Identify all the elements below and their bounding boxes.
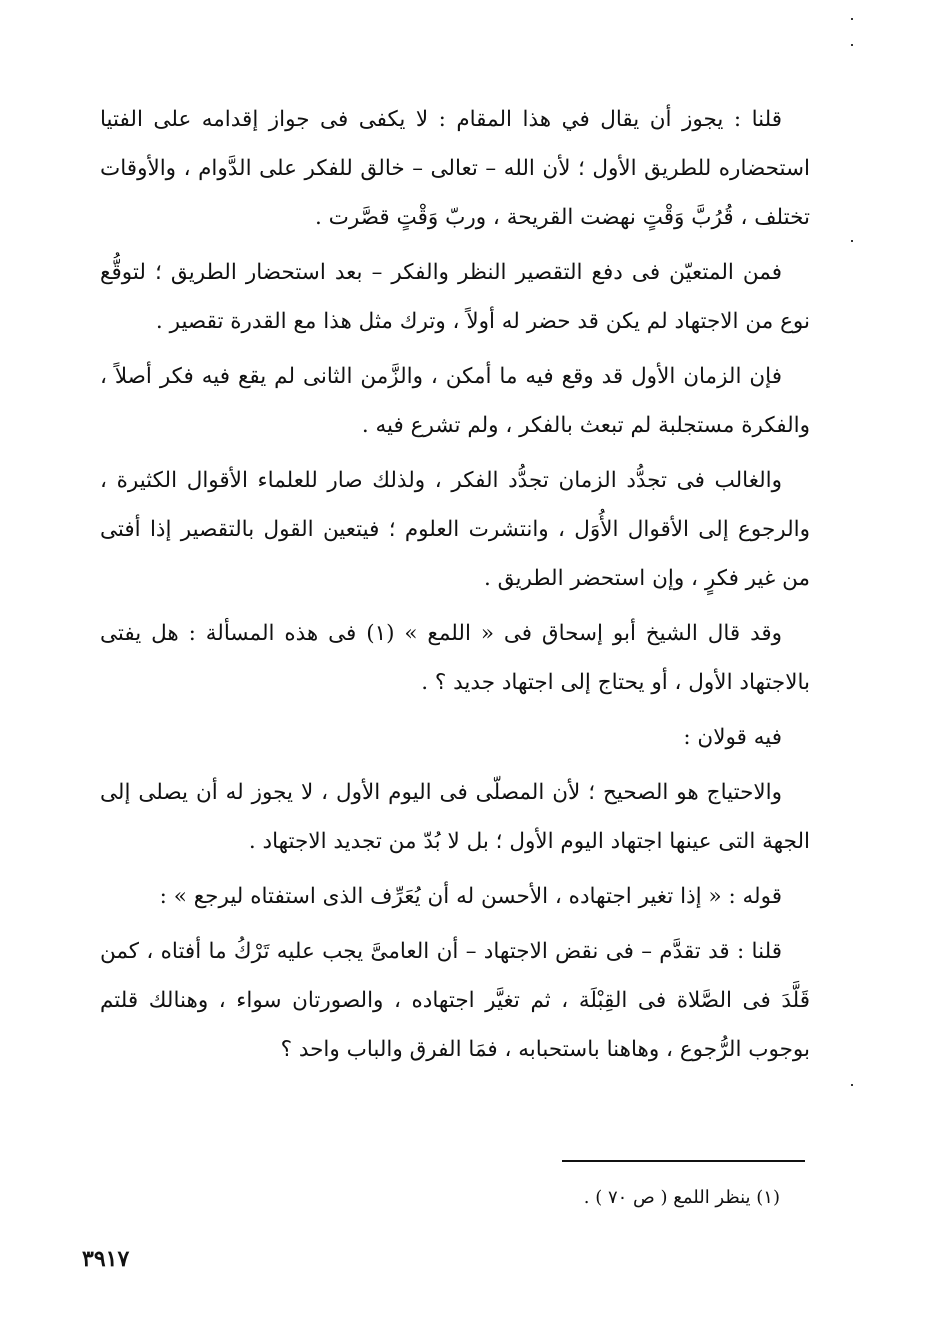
scan-speck — [851, 240, 853, 242]
paragraph: فمن المتعيّن فى دفع التقصير النظر والفكر – بعد استحضار الطريق ؛ لتوقُّع نوع من الاجتهاد لم يكن قد حضر له أولاً ، وترك مثل هذا مع القدرة تقصير . — [100, 260, 810, 334]
footnote: (١) ينظر اللمع ( ص ٧٠ ) . — [583, 1187, 780, 1208]
paragraph: قلنا : قد تقدَّم – فى نقض الاجتهاد – أن العامىَّ يجب عليه تَرْكُ ما أفتاه ، كمن قَلَّدَ فى الصَّلاة فى القِبْلَة ، ثم تغيَّر اجتهاده ، والصورتان سواء ، وهنالك قلتم بوجوب الرُّجوع ، وهاهنا باستحبابه ، فمَا الفرق والباب واحد ؟ — [100, 939, 810, 1062]
paragraph: وقد قال الشيخ أبو إسحاق فى « اللمع » (١) فى هذه المسألة : هل يفتى بالاجتهاد الأول ، أو يحتاج إلى اجتهاد جديد ؟ . — [100, 621, 810, 695]
scan-speck — [851, 1084, 853, 1086]
paragraph: والاحتياج هو الصحيح ؛ لأن المصلّى فى اليوم الأول ، لا يجوز له أن يصلى إلى الجهة التى عينها اجتهاد اليوم الأول ؛ بل لا بُدّ من تجديد الاجتهاد . — [100, 780, 810, 854]
paragraph: والغالب فى تجدُّد الزمان تجدُّد الفكر ، ولذلك صار للعلماء الأقوال الكثيرة ، والرجوع إلى الأقوال الأُوَل ، وانتشرت العلوم ؛ فيتعين القول بالتقصير إذا أفتى من غير فكرٍ ، وإن استحضر الطريق . — [100, 468, 810, 591]
paragraph: قلنا : يجوز أن يقال في هذا المقام : لا يكفى فى جواز إقدامه على الفتيا استحضاره للطريق الأول ؛ لأن الله – تعالى – خالق للفكر على الدَّوام ، والأوقات تختلف ، قُرُبَّ وَقْتٍ نهضت القريحة ، وربّ وَقْتٍ قصَّرت . — [100, 107, 810, 230]
paragraph: قوله : « إذا تغير اجتهاده ، الأحسن له أن يُعَرِّف الذى استفتاه ليرجع » : — [159, 884, 782, 909]
footnote-divider — [562, 1160, 805, 1162]
scan-speck — [851, 18, 853, 20]
main-text-block — [100, 95, 810, 1074]
page-number: ٣٩١٧ — [82, 1246, 130, 1272]
paragraph: فيه قولان : — [683, 725, 782, 750]
scan-speck — [851, 44, 853, 46]
paragraph: فإن الزمان الأول قد وقع فيه ما أمكن ، والزَّمن الثانى لم يقع فيه فكر أصلاً ، والفكرة مستجلبة لم تبعث بالفكر ، ولم تشرع فيه . — [100, 364, 810, 438]
